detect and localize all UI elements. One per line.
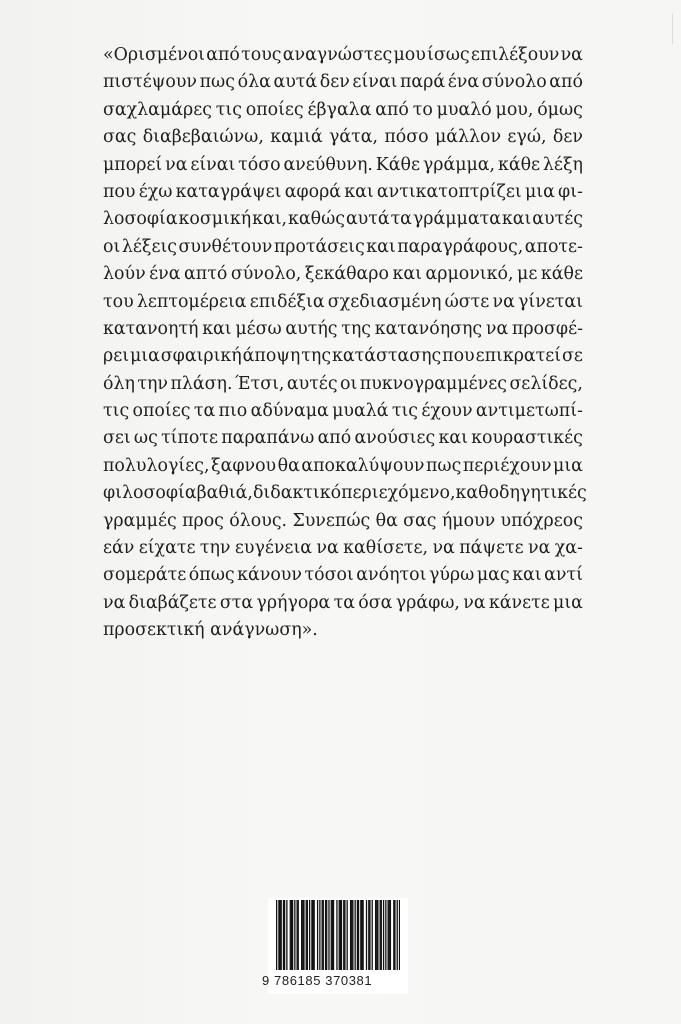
barcode-bar — [302, 900, 303, 970]
barcode-bar — [331, 900, 332, 970]
barcode-bar — [336, 900, 337, 970]
barcode-bar — [279, 900, 280, 970]
barcode-bar — [286, 900, 287, 970]
barcode-bar — [290, 900, 291, 970]
barcode-bar — [325, 900, 326, 970]
barcode-bar — [278, 900, 279, 970]
barcode-bar — [317, 900, 318, 970]
text-line: μπορεί να είναι τόσο ανεύθυνη. Κάθε γράμμα, κάθε λέξη — [103, 154, 583, 175]
barcode-bar — [323, 900, 324, 970]
text-line: προσεκτική ανάγνωση». — [103, 620, 318, 641]
barcode-bar — [355, 900, 356, 970]
barcode-bar — [360, 900, 361, 970]
text-line: εάν είχατε την ευγένεια να καθίσετε, να πάψετε να χα- — [103, 538, 583, 559]
barcode-bars — [276, 900, 400, 974]
text-line: κατανοητή και μέσω αυτής της κατανόησης να προσφέ- — [103, 318, 583, 339]
barcode-bar — [394, 900, 395, 970]
barcode-bar — [292, 900, 293, 970]
isbn-digits: 9 786185 370381 — [262, 973, 373, 988]
barcode-bar — [366, 900, 367, 970]
text-line: λοσοφία κοσμική και, καθώς αυτά τα γράμματα και αυτές — [103, 209, 583, 230]
barcode-bar — [376, 900, 377, 970]
text-line: γραμμές προς όλους. Συνεπώς θα σας ήμουν υπόχρεος — [103, 510, 583, 531]
barcode-bar — [362, 900, 363, 970]
text-line: σας διαβεβαιώνω, καμιά γάτα, πόσο μάλλον εγώ, δεν — [103, 127, 583, 148]
barcode-bar — [307, 900, 308, 970]
barcode-bar — [350, 900, 351, 970]
barcode-bar — [385, 900, 386, 970]
barcode-bar — [341, 900, 342, 970]
barcode-bar — [311, 900, 312, 970]
barcode-bar — [372, 900, 373, 970]
text-line: φιλοσοφία βαθιά, διδακτικό περιεχόμενο, καθοδηγητικές — [103, 483, 587, 504]
barcode-bar — [368, 900, 369, 970]
text-line: του λεπτομέρεια επιδέξια σχεδιασμένη ώστε να γίνεται — [103, 291, 583, 312]
barcode-bar — [343, 900, 344, 970]
barcode-bar — [312, 900, 313, 970]
barcode-bar — [294, 900, 295, 970]
barcode-bar — [298, 900, 299, 970]
barcode-bar — [390, 900, 391, 970]
text-line: «Ορισμένοι από τους αναγνώστες μου ίσως επιλέξουν να — [103, 45, 583, 65]
barcode-bar — [375, 900, 376, 970]
barcode-bar — [276, 900, 277, 970]
barcode-bar — [351, 900, 352, 970]
text-line: λούν ένα απτό σύνολο, ξεκάθαρο και αρμονικό, με κάθε — [103, 264, 583, 285]
barcode-bar — [306, 900, 307, 970]
barcode-bar — [389, 900, 390, 970]
barcode-bar — [319, 900, 320, 970]
barcode-bar — [296, 900, 297, 970]
barcode-bar — [333, 900, 334, 970]
barcode-bar — [284, 900, 285, 970]
text-line: τις οποίες τα πιο αδύναμα μυαλά τις έχουν αντιμετωπί- — [103, 401, 583, 422]
barcode-bar — [314, 900, 315, 970]
barcode-bar — [387, 900, 388, 970]
barcode-bar — [283, 900, 284, 970]
barcode-bar — [358, 900, 359, 970]
barcode-bar — [347, 900, 348, 970]
text-line: πιστέψουν πως όλα αυτά δεν είναι παρά ένα σύνολο από — [103, 72, 583, 93]
barcode-bar — [399, 900, 400, 970]
blurb-text — [103, 42, 587, 645]
text-line: όλη την πλάση. Έτσι, αυτές οι πυκνογραμμένες σελίδες, — [103, 373, 583, 394]
barcode-bar — [340, 900, 341, 970]
text-line: να διαβάζετε στα γρήγορα τα όσα γράφω, να κάνετε μια — [103, 592, 583, 613]
text-line: ρει μια σφαιρική άποψη της κατάστασης που επικρατεί σε — [103, 346, 583, 367]
barcode-bar — [322, 900, 323, 970]
barcode-bar — [380, 900, 381, 970]
barcode-bar — [281, 900, 282, 970]
barcode-bar — [303, 900, 304, 970]
text-line: σαχλαμάρες τις οποίες έβγαλα από το μυαλό μου, όμως — [103, 99, 583, 120]
text-line: σει ως τίποτε παραπάνω από ανούσιες και κουραστικές — [103, 428, 583, 449]
barcode-bar — [393, 900, 394, 970]
barcode-bar — [383, 900, 384, 970]
barcode-bar — [397, 900, 398, 970]
barcode-bar — [377, 900, 378, 970]
barcode-bar — [326, 900, 327, 970]
text-line: που έχω καταγράψει αφορά και αντικατοπτρίζει μια φι- — [103, 181, 583, 202]
text-line: οι λέξεις συνθέτουν προτάσεις και παραγράφους, αποτε- — [103, 236, 583, 257]
barcode-bar — [291, 900, 292, 970]
barcode-bar — [369, 900, 370, 970]
barcode-bar — [328, 900, 329, 970]
page-edge-mark — [672, 14, 673, 44]
barcode-bar — [357, 900, 358, 970]
barcode-bar — [381, 900, 382, 970]
text-line: σομεράτε όπως κάνουν τόσοι ανόητοι γύρω μας και αντί — [103, 565, 583, 586]
barcode-bar — [339, 900, 340, 970]
barcode-bar — [332, 900, 333, 970]
barcode-bar — [344, 900, 345, 970]
barcode-bar — [301, 900, 302, 970]
barcode-bar — [309, 900, 310, 970]
barcode-bar — [352, 900, 353, 970]
barcode-bar — [361, 900, 362, 970]
text-line: πολυλογίες, ξαφνου θα αποκαλύψουν πως περιέχουν μια — [103, 455, 583, 476]
